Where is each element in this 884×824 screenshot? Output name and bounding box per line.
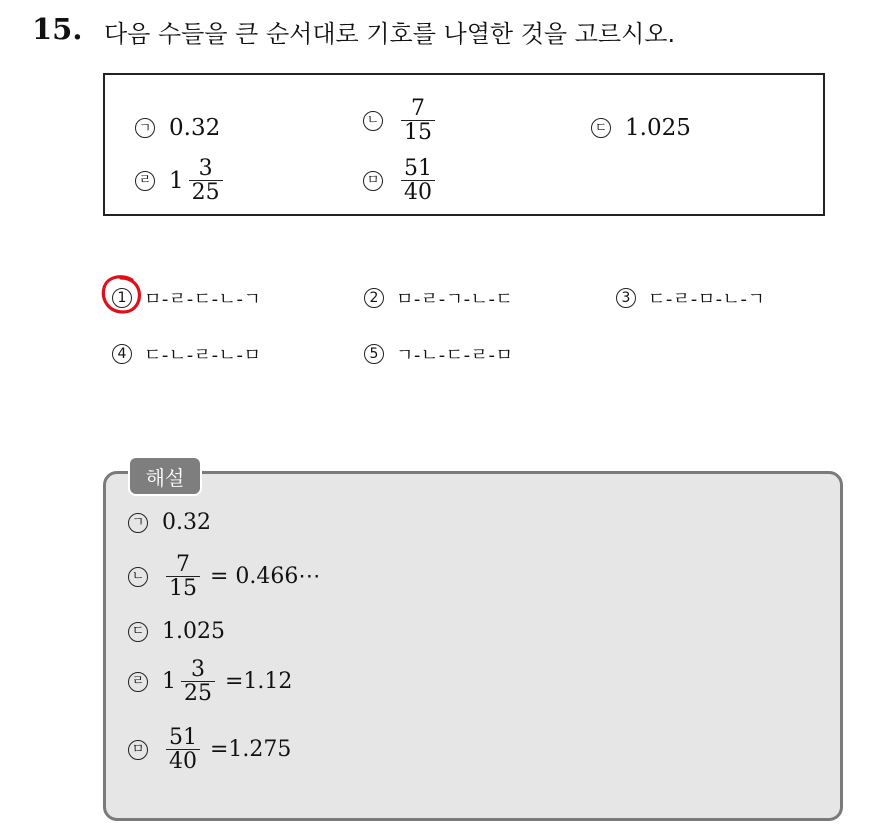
circled-symbol-a: ㄱ [135,118,155,138]
circled-symbol-b: ㄴ [363,111,383,131]
choice-number-3: 3 [616,288,636,308]
denominator: 25 [189,180,223,204]
fraction-b [166,553,200,600]
choice-number-1: 1 [112,288,132,308]
solution-value-a: 0.32 [162,510,211,535]
circled-symbol-e: ㅁ [363,171,383,191]
circled-symbol-c: ㄷ [128,622,148,642]
circled-symbol-c: ㄷ [591,118,611,138]
solution-line-b [128,553,326,600]
choice-3[interactable] [616,285,765,311]
choice-number-2: 2 [364,288,384,308]
question-number: 15. [32,12,83,46]
denominator: 40 [166,749,200,773]
fraction-d [181,658,215,705]
fraction-d [189,157,223,204]
circled-symbol-b: ㄴ [128,567,148,587]
given-values-box [103,73,825,216]
denominator: 15 [166,576,200,600]
fraction-e [166,726,200,773]
denominator: 15 [401,120,435,144]
choice-1[interactable] [112,285,261,311]
solution-result-d: =1.12 [225,669,293,695]
numerator: 7 [176,552,190,577]
given-value-c: 1.025 [625,115,691,141]
given-item-d [135,157,227,204]
circled-symbol-d: ㄹ [128,672,148,692]
given-item-c [591,115,691,141]
circled-symbol-e: ㅁ [128,740,148,760]
choice-sequence-5: ㄱ-ㄴ-ㄷ-ㄹ-ㅁ [396,345,514,366]
solution-line-e [128,726,297,773]
numerator: 3 [198,156,213,181]
denominator: 25 [181,681,215,705]
fraction-b [401,97,435,144]
choice-sequence-3: ㄷ-ㄹ-ㅁ-ㄴ-ㄱ [648,289,766,310]
given-item-b [363,97,439,144]
circled-symbol-d: ㄹ [135,171,155,191]
solution-line-d [128,658,298,705]
solution-result-e: =1.275 [210,737,292,763]
given-item-e [363,157,439,204]
choice-5[interactable] [364,341,513,367]
choice-sequence-4: ㄷ-ㄴ-ㄹ-ㄴ-ㅁ [144,345,262,366]
denominator: 40 [401,180,435,204]
given-item-a [135,115,220,141]
numerator: 51 [169,725,197,750]
numerator: 7 [411,96,425,121]
choice-number-5: 5 [364,344,384,364]
question-text: 다음 수들을 큰 순서대로 기호를 나열한 것을 고르시오. [104,20,676,48]
fraction-e [401,157,435,204]
given-value-a: 0.32 [169,115,221,141]
solution-label: 해설 [128,456,202,496]
numerator: 3 [191,657,205,682]
numerator: 51 [404,156,432,181]
solution-line-c [128,619,225,644]
choice-4[interactable] [112,341,261,367]
choice-sequence-2: ㅁ-ㄹ-ㄱ-ㄴ-ㄷ [396,289,514,310]
solution-result-b: = 0.466⋯ [210,564,321,590]
choice-sequence-1: ㅁ-ㄹ-ㄷ-ㄴ-ㄱ [144,289,262,310]
circled-symbol-a: ㄱ [128,513,148,533]
choice-2[interactable] [364,285,513,311]
solution-line-a [128,510,211,535]
choice-number-4: 4 [112,344,132,364]
solution-value-c: 1.025 [162,619,225,644]
whole-part: 1 [162,669,176,695]
whole-part: 1 [169,167,184,194]
